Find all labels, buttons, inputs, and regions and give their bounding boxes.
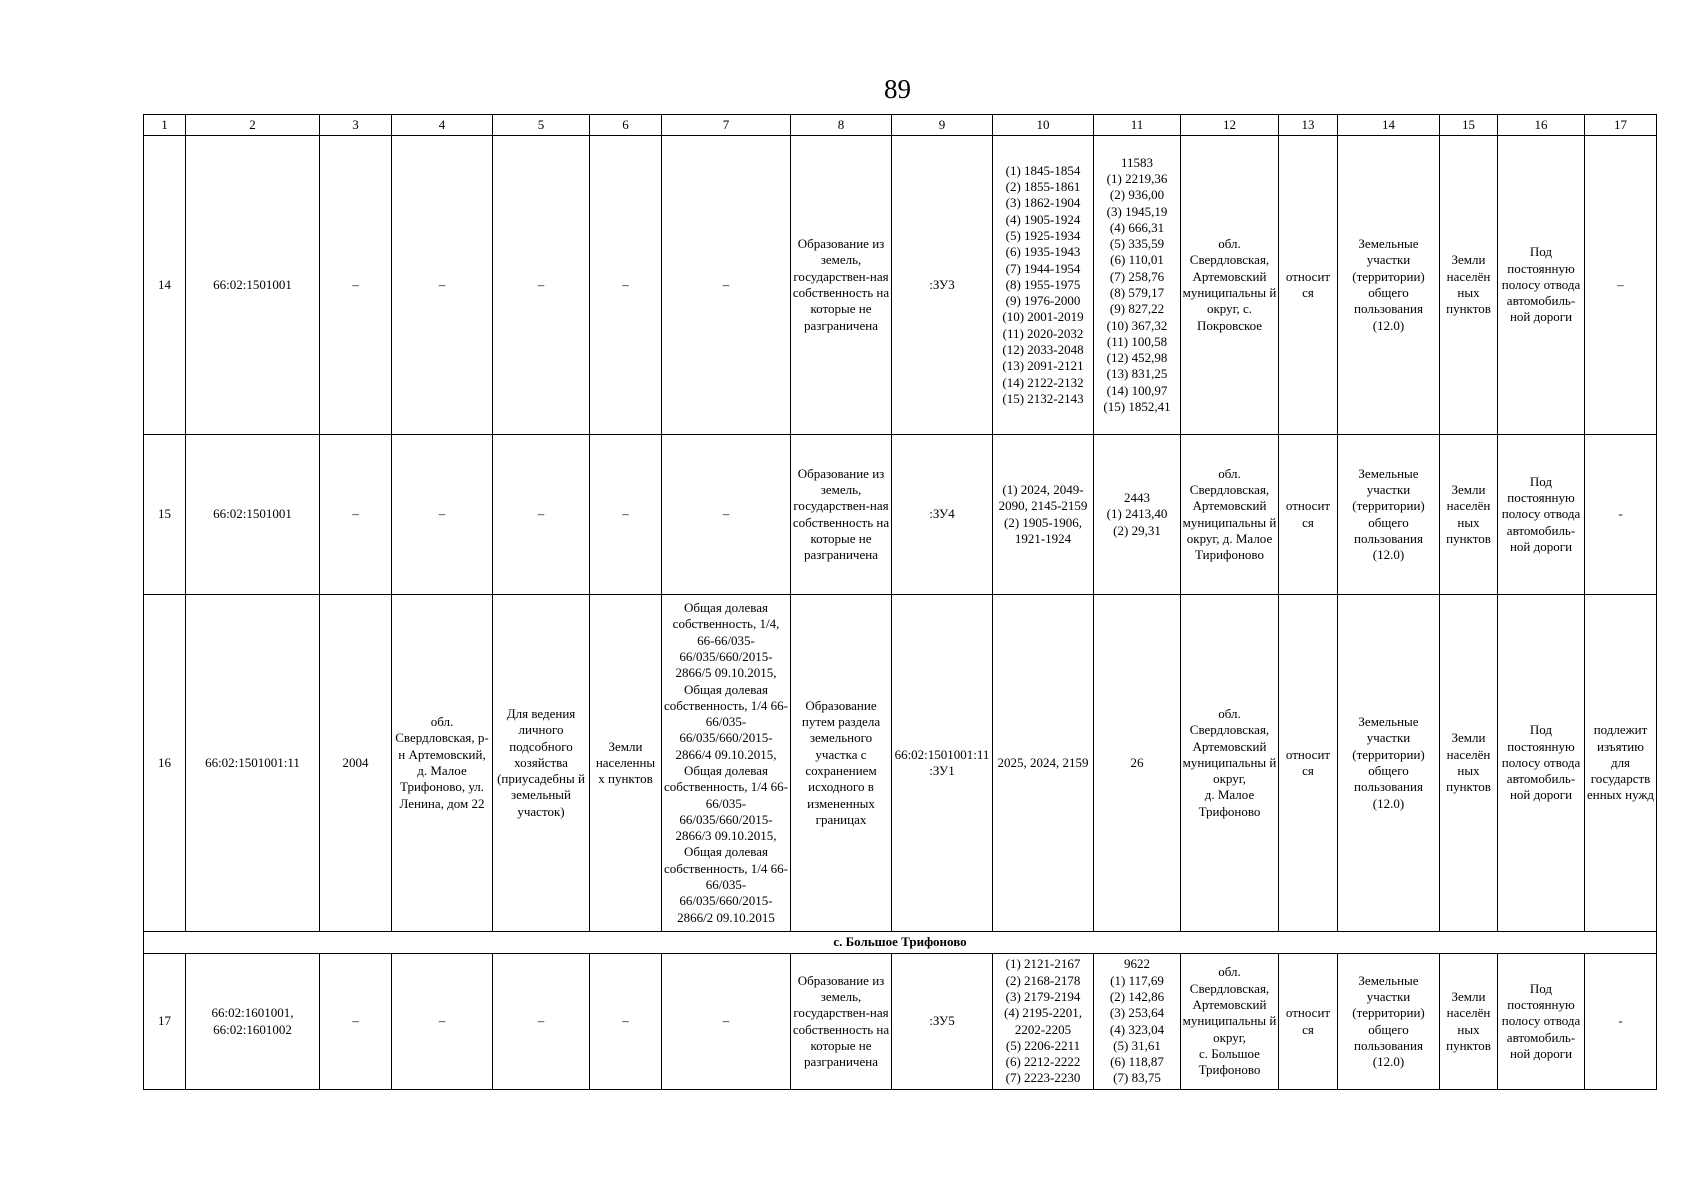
table-cell: относит ся	[1279, 435, 1338, 595]
column-number: 13	[1279, 115, 1338, 136]
row-number: 15	[144, 435, 186, 595]
table-cell: –	[493, 954, 590, 1090]
permitted-use: Земельные участки (территории) общего пользования (12.0)	[1338, 136, 1440, 435]
column-number: 15	[1440, 115, 1498, 136]
section-row	[144, 932, 1657, 954]
table-cell: –	[320, 954, 392, 1090]
column-number: 6	[590, 115, 662, 136]
address: обл. Свердловская, р-н Артемовский, д. Малое Трифоново, ул. Ленина, дом 22	[392, 595, 493, 932]
column-number-row	[144, 115, 1657, 136]
address: обл. Свердловская, Артемовский муниципальны й округ, д. Малое Трифоново	[1181, 595, 1279, 932]
column-number: 2	[186, 115, 320, 136]
column-number: 5	[493, 115, 590, 136]
permitted-use: Земельные участки (территории) общего пользования (12.0)	[1338, 595, 1440, 932]
table-cell: –	[320, 435, 392, 595]
formation-method: Образование путем раздела земельного участка с сохранением исходного в измененных границах	[791, 595, 892, 932]
table-cell: –	[392, 435, 493, 595]
address: обл. Свердловская, Артемовский муниципальны й округ, с. Покровское	[1181, 136, 1279, 435]
table-cell: –	[590, 435, 662, 595]
column-number: 14	[1338, 115, 1440, 136]
boundary-points: (1) 1845-1854 (2) 1855-1861 (3) 1862-1904 (4) 1905-1924 (5) 1925-1934 (6) 1935-1943 (7) 1944-1954 (8) 1955-1975 (9) 1976-2000 (10) 2001-2019 (11) 2020-2032 (12) 2033-2048 (13) 2091-2121 (14) 2122-2132 (15) 2132-2143	[993, 136, 1094, 435]
column-number: 9	[892, 115, 993, 136]
column-number: 1	[144, 115, 186, 136]
table-cell: –	[1585, 136, 1657, 435]
cadastral-quarter: 66:02:1501001	[186, 136, 320, 435]
purpose: Под постоянную полосу отвода автомобиль-ной дороги	[1498, 595, 1585, 932]
rights-info: Общая долевая собственность, 1/4, 66-66/035-66/035/660/2015-2866/5 09.10.2015, Общая долевая собственность, 1/4 66-66/035-66/035/660/2015-2866/4 09.10.2015, Общая долевая собственность, 1/4 66-66/035-66/035/660/2015-2866/3 09.10.2015, Общая долевая собственность, 1/4 66-66/035-66/035/660/2015-2866/2 09.10.2015	[662, 595, 791, 932]
land-plots-table	[143, 114, 1657, 1090]
table-row	[144, 954, 1657, 1090]
row-number: 16	[144, 595, 186, 932]
table-row	[144, 595, 1657, 932]
column-number: 11	[1094, 115, 1181, 136]
permitted-use: Для ведения личного подсобного хозяйства (приусадебны й земельный участок)	[493, 595, 590, 932]
plot-designation: :ЗУ4	[892, 435, 993, 595]
table-cell: –	[590, 954, 662, 1090]
purpose: Под постоянную полосу отвода автомобиль-ной дороги	[1498, 435, 1585, 595]
permitted-use: Земельные участки (территории) общего пользования (12.0)	[1338, 954, 1440, 1090]
land-category: Земли населён ных пунктов	[1440, 595, 1498, 932]
column-number: 4	[392, 115, 493, 136]
column-number: 10	[993, 115, 1094, 136]
plot-designation: 66:02:1501001:11:ЗУ1	[892, 595, 993, 932]
column-number: 3	[320, 115, 392, 136]
table-cell: –	[662, 435, 791, 595]
formation-method: Образование из земель, государствен-ная собственность на которые не разграничена	[791, 136, 892, 435]
cadastral-quarter: 66:02:1501001	[186, 435, 320, 595]
page-number: 89	[884, 74, 911, 104]
permitted-use: Земельные участки (территории) общего пользования (12.0)	[1338, 435, 1440, 595]
table-cell: –	[320, 136, 392, 435]
row-number: 14	[144, 136, 186, 435]
table-cell: относит ся	[1279, 954, 1338, 1090]
table-cell: –	[662, 954, 791, 1090]
table-cell: –	[392, 136, 493, 435]
formation-method: Образование из земель, государствен-ная собственность на которые не разграничена	[791, 435, 892, 595]
column-number: 16	[1498, 115, 1585, 136]
area-values: 2443 (1) 2413,40 (2) 29,31	[1094, 435, 1181, 595]
cadastral-quarter: 66:02:1601001, 66:02:1601002	[186, 954, 320, 1090]
table-row	[144, 136, 1657, 435]
land-category: Земли населён ных пунктов	[1440, 954, 1498, 1090]
boundary-points: (1) 2024, 2049-2090, 2145-2159 (2) 1905-1906, 1921-1924	[993, 435, 1094, 595]
column-number: 7	[662, 115, 791, 136]
land-category: Земли населён ных пунктов	[1440, 435, 1498, 595]
area-values: 11583 (1) 2219,36 (2) 936,00 (3) 1945,19 (4) 666,31 (5) 335,59 (6) 110,01 (7) 258,76 (8) 579,17 (9) 827,22 (10) 367,32 (11) 100,58 (12) 452,98 (13) 831,25 (14) 100,97 (15) 1852,41	[1094, 136, 1181, 435]
row-number: 17	[144, 954, 186, 1090]
table-cell: –	[590, 136, 662, 435]
boundary-points: 2025, 2024, 2159	[993, 595, 1094, 932]
table-cell: –	[392, 954, 493, 1090]
boundary-points: (1) 2121-2167 (2) 2168-2178 (3) 2179-2194 (4) 2195-2201, 2202-2205 (5) 2206-2211 (6) 2212-2222 (7) 2223-2230	[993, 954, 1094, 1090]
area-values: 26	[1094, 595, 1181, 932]
plot-designation: :ЗУ5	[892, 954, 993, 1090]
column-number: 17	[1585, 115, 1657, 136]
area-values: 9622 (1) 117,69 (2) 142,86 (3) 253,64 (4) 323,04 (5) 31,61 (6) 118,87 (7) 83,75	[1094, 954, 1181, 1090]
land-category: Земли населенны х пунктов	[590, 595, 662, 932]
address: обл. Свердловская, Артемовский муниципальны й округ, д. Малое Тирифоново	[1181, 435, 1279, 595]
column-number: 12	[1181, 115, 1279, 136]
formation-method: Образование из земель, государствен-ная собственность на которые не разграничена	[791, 954, 892, 1090]
table-cell: 2004	[320, 595, 392, 932]
table-cell: относит ся	[1279, 595, 1338, 932]
cadastral-number: 66:02:1501001:11	[186, 595, 320, 932]
table-cell: –	[662, 136, 791, 435]
land-category: Земли населён ных пунктов	[1440, 136, 1498, 435]
table-row	[144, 435, 1657, 595]
purpose: Под постоянную полосу отвода автомобиль-ной дороги	[1498, 136, 1585, 435]
table-cell: –	[493, 136, 590, 435]
purpose: Под постоянную полосу отвода автомобиль-ной дороги	[1498, 954, 1585, 1090]
table-cell: -	[1585, 435, 1657, 595]
column-number: 8	[791, 115, 892, 136]
section-title: с. Большое Трифоново	[144, 932, 1657, 954]
table-cell: подлежит изъятию для государств енных нужд	[1585, 595, 1657, 932]
address: обл. Свердловская, Артемовский муниципальны й округ, с. Большое Трифоново	[1181, 954, 1279, 1090]
table-cell: относит ся	[1279, 136, 1338, 435]
plot-designation: :ЗУ3	[892, 136, 993, 435]
table-cell: -	[1585, 954, 1657, 1090]
table-cell: –	[493, 435, 590, 595]
